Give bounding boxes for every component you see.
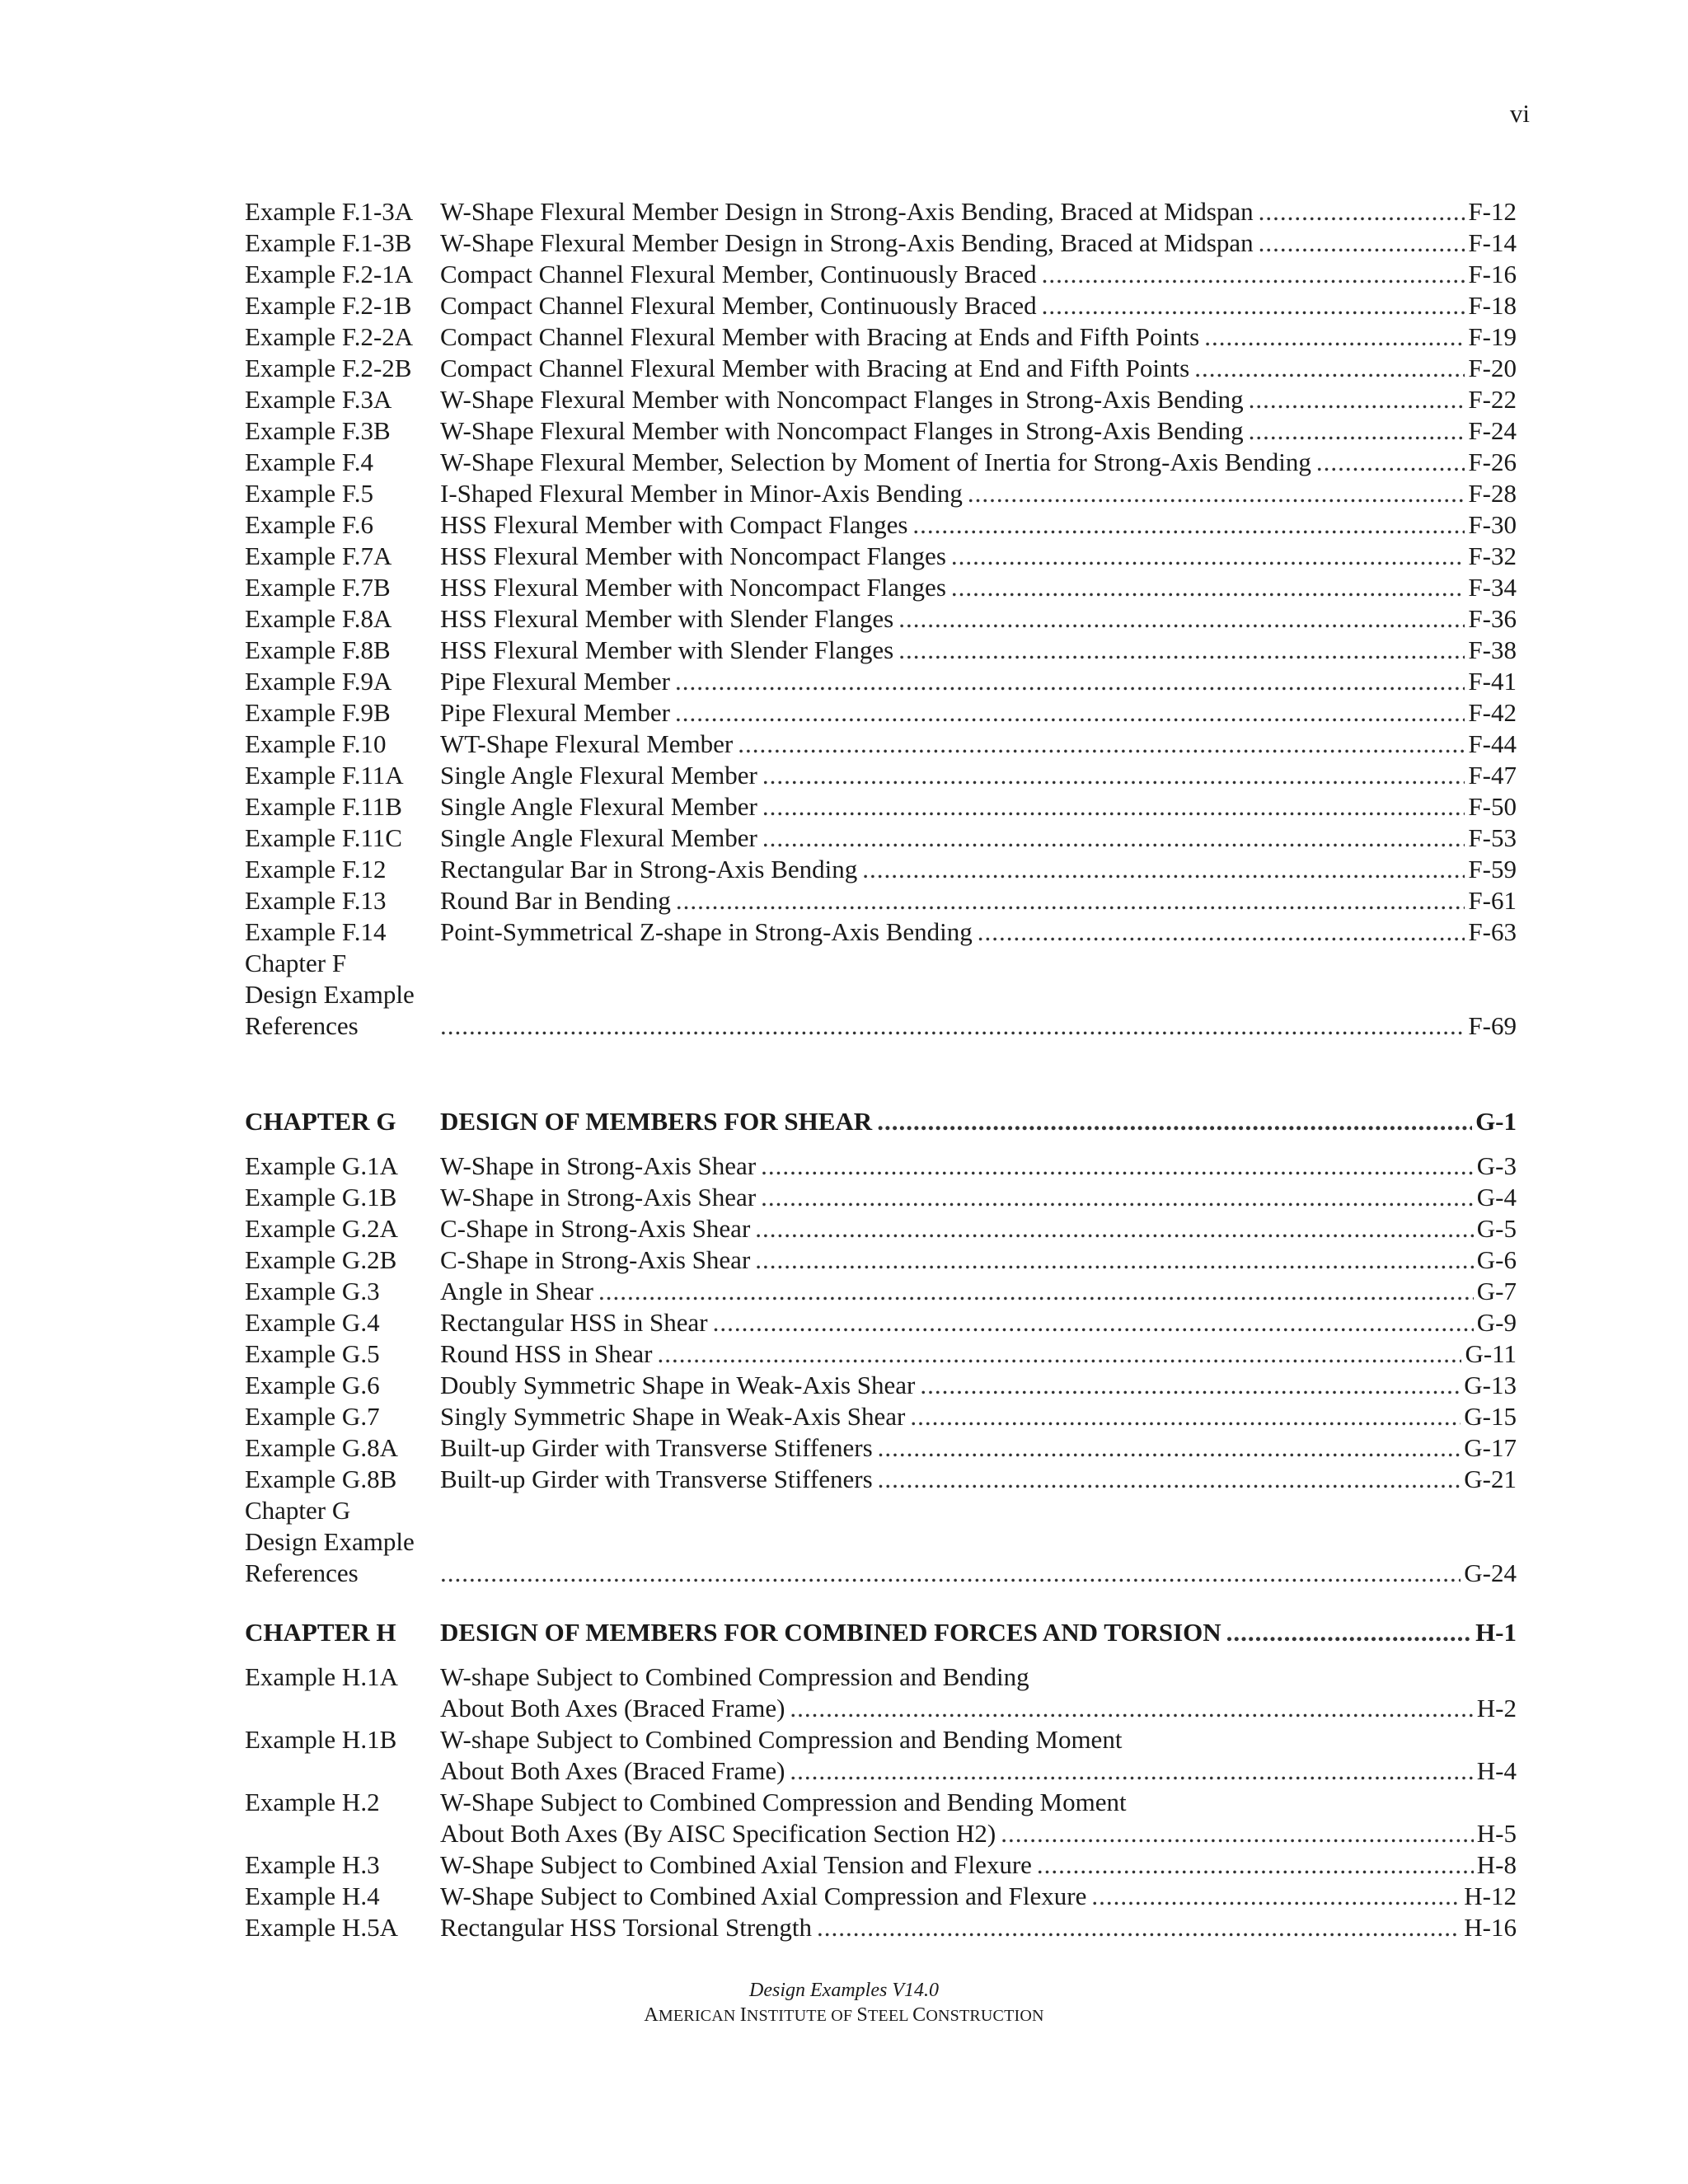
- dot-leader: [878, 1464, 1461, 1495]
- dot-leader: [440, 1558, 1461, 1589]
- example-title: HSS Flexural Member with Noncompact Flanges: [440, 573, 946, 602]
- example-page: F-53: [1468, 823, 1517, 852]
- example-title: I-Shaped Flexural Member in Minor-Axis Bending: [440, 479, 963, 508]
- dot-leader: [1037, 1849, 1474, 1881]
- toc-row[interactable]: [245, 823, 1517, 854]
- dot-leader: [1226, 1617, 1472, 1648]
- example-label: Example G.4: [245, 1308, 380, 1337]
- dot-leader: [1259, 227, 1465, 259]
- example-page: F-30: [1468, 510, 1517, 539]
- example-title: Built-up Girder with Transverse Stiffeners: [440, 1465, 873, 1493]
- example-title: C-Shape in Strong-Axis Shear: [440, 1214, 751, 1243]
- example-page: G-5: [1476, 1214, 1517, 1243]
- example-label: Example F.11A: [245, 761, 404, 790]
- toc-row-references[interactable]: [245, 1558, 1517, 1589]
- example-title: W-Shape in Strong-Axis Shear: [440, 1183, 757, 1212]
- example-label: Example H.1A: [245, 1662, 398, 1691]
- example-label: Example G.3: [245, 1277, 380, 1305]
- example-label: Example F.2-1B: [245, 291, 412, 320]
- dot-leader: [790, 1693, 1473, 1724]
- example-title-line2: About Both Axes (Braced Frame): [440, 1694, 785, 1722]
- example-label: Example G.5: [245, 1339, 380, 1368]
- example-title: Compact Channel Flexural Member, Continuously Braced: [440, 291, 1037, 320]
- example-label: Example G.2B: [245, 1245, 397, 1274]
- toc-row[interactable]: [245, 572, 1517, 603]
- toc-row[interactable]: [245, 1401, 1517, 1432]
- example-title-line1: W-shape Subject to Combined Compression and Bending Moment: [440, 1725, 1123, 1754]
- toc-row-multiline[interactable]: [245, 1724, 1517, 1787]
- dot-leader: [1249, 384, 1465, 415]
- footer-title: Design Examples V14.0: [749, 1980, 939, 2001]
- example-title: HSS Flexural Member with Compact Flanges: [440, 510, 908, 539]
- toc-row[interactable]: [245, 196, 1517, 227]
- example-page: F-44: [1468, 729, 1517, 758]
- example-title: Single Angle Flexural Member: [440, 761, 757, 790]
- example-title: Built-up Girder with Transverse Stiffeners: [440, 1433, 873, 1462]
- example-page: F-61: [1468, 886, 1517, 915]
- toc-row[interactable]: [245, 1464, 1517, 1495]
- example-title-line1: W-shape Subject to Combined Compression and Bending: [440, 1662, 1029, 1691]
- toc-row[interactable]: [245, 603, 1517, 635]
- example-label: Example G.7: [245, 1402, 380, 1431]
- example-page: G-9: [1476, 1308, 1517, 1337]
- example-title: Pipe Flexural Member: [440, 698, 670, 727]
- example-title: Rectangular HSS Torsional Strength: [440, 1913, 813, 1942]
- toc-row[interactable]: [245, 541, 1517, 572]
- example-label: Example F.1-3A: [245, 197, 414, 226]
- dot-leader: [968, 478, 1465, 509]
- example-page: F-34: [1468, 573, 1517, 602]
- chapter-label: CHAPTER G: [245, 1107, 396, 1136]
- chapter-h-examples: [245, 1661, 1517, 1943]
- toc-row[interactable]: [245, 1182, 1517, 1213]
- dot-leader: [910, 1401, 1461, 1432]
- toc-row[interactable]: [245, 290, 1517, 321]
- references-label: References: [245, 1011, 359, 1040]
- dot-leader: [1316, 447, 1465, 478]
- example-page: F-50: [1468, 792, 1517, 821]
- example-title: Singly Symmetric Shape in Weak-Axis Shear: [440, 1402, 906, 1431]
- dot-leader: [1194, 353, 1465, 384]
- example-label: Example F.2-2B: [245, 354, 412, 382]
- example-page: H-2: [1476, 1694, 1517, 1722]
- example-label: Example F.9B: [245, 698, 391, 727]
- example-label: Example G.1A: [245, 1151, 398, 1180]
- example-title: HSS Flexural Member with Slender Flanges: [440, 604, 894, 633]
- example-label: Example F.11B: [245, 792, 402, 821]
- dot-leader: [1091, 1881, 1461, 1912]
- example-title: W-Shape in Strong-Axis Shear: [440, 1151, 757, 1180]
- chapter-f-examples: [245, 196, 1517, 1042]
- example-title: Rectangular Bar in Strong-Axis Bending: [440, 855, 858, 883]
- example-label: Example H.5A: [245, 1913, 398, 1942]
- example-title: HSS Flexural Member with Slender Flanges: [440, 635, 894, 664]
- table-of-contents: [245, 196, 1517, 1943]
- dot-leader: [755, 1244, 1474, 1276]
- example-title: Doubly Symmetric Shape in Weak-Axis Shear: [440, 1371, 916, 1399]
- toc-row-multiline[interactable]: [245, 1787, 1517, 1849]
- example-title: W-Shape Flexural Member Design in Strong-Axis Bending, Braced at Midspan: [440, 197, 1254, 226]
- example-page: F-12: [1468, 197, 1517, 226]
- page-footer: [0, 1978, 1688, 2028]
- example-page: F-22: [1468, 385, 1517, 414]
- references-label: Design Example: [245, 1527, 415, 1556]
- example-title: Angle in Shear: [440, 1277, 593, 1305]
- example-page: G-13: [1464, 1371, 1517, 1399]
- example-page: H-12: [1464, 1882, 1517, 1910]
- toc-row[interactable]: [245, 478, 1517, 509]
- example-title: Compact Channel Flexural Member with Bracing at End and Fifth Points: [440, 354, 1190, 382]
- dot-leader: [676, 885, 1465, 916]
- example-page: F-41: [1468, 667, 1517, 696]
- example-page: F-16: [1468, 260, 1517, 288]
- example-page: F-18: [1468, 291, 1517, 320]
- example-label: Example G.2A: [245, 1214, 398, 1243]
- dot-leader: [713, 1307, 1474, 1338]
- example-title: Single Angle Flexural Member: [440, 792, 757, 821]
- dot-leader: [762, 791, 1465, 823]
- example-label: Example F.2-1A: [245, 260, 414, 288]
- example-label: Example F.13: [245, 886, 387, 915]
- example-page: F-42: [1468, 698, 1517, 727]
- example-label: Example F.8A: [245, 604, 392, 633]
- toc-row[interactable]: [245, 384, 1517, 415]
- example-page: G-21: [1464, 1465, 1517, 1493]
- references-label: References: [245, 1558, 359, 1587]
- example-page: F-59: [1468, 855, 1517, 883]
- dot-leader: [878, 1432, 1461, 1464]
- example-page: F-63: [1468, 917, 1517, 946]
- dot-leader: [738, 729, 1465, 760]
- dot-leader: [675, 697, 1465, 729]
- dot-leader: [598, 1276, 1474, 1307]
- example-label: Example F.5: [245, 479, 373, 508]
- example-label: Example F.4: [245, 448, 373, 476]
- dot-leader: [755, 1213, 1474, 1244]
- example-title-line1: W-Shape Subject to Combined Compression and Bending Moment: [440, 1788, 1127, 1816]
- example-page: F-38: [1468, 635, 1517, 664]
- toc-row[interactable]: [245, 353, 1517, 384]
- toc-row[interactable]: [245, 885, 1517, 916]
- example-label: Example F.7B: [245, 573, 391, 602]
- toc-row[interactable]: [245, 1881, 1517, 1912]
- example-title: Compact Channel Flexural Member, Continuously Braced: [440, 260, 1037, 288]
- toc-row[interactable]: [245, 1432, 1517, 1464]
- example-page: G-7: [1476, 1277, 1517, 1305]
- example-label: Example G.8A: [245, 1433, 398, 1462]
- dot-leader: [762, 823, 1465, 854]
- references-heading-line: [245, 1495, 1517, 1526]
- toc-row[interactable]: [245, 729, 1517, 760]
- dot-leader: [658, 1338, 1462, 1370]
- example-title-line2: About Both Axes (Braced Frame): [440, 1756, 785, 1785]
- example-title-line2: About Both Axes (By AISC Specification Section H2): [440, 1819, 996, 1848]
- example-label: Example F.12: [245, 855, 387, 883]
- toc-row[interactable]: [245, 1370, 1517, 1401]
- example-label: Example G.1B: [245, 1183, 397, 1212]
- references-heading-line: [245, 979, 1517, 1010]
- chapter-label: CHAPTER H: [245, 1618, 396, 1647]
- example-label: Example F.6: [245, 510, 373, 539]
- toc-row[interactable]: [245, 635, 1517, 666]
- example-label: Example F.8B: [245, 635, 391, 664]
- example-page: F-36: [1468, 604, 1517, 633]
- example-label: Example F.10: [245, 729, 387, 758]
- example-page: G-15: [1464, 1402, 1517, 1431]
- example-page: F-19: [1468, 322, 1517, 351]
- dot-leader: [761, 1151, 1474, 1182]
- toc-row[interactable]: [245, 415, 1517, 447]
- example-page: F-20: [1468, 354, 1517, 382]
- example-label: Example H.1B: [245, 1725, 397, 1754]
- dot-leader: [920, 1370, 1461, 1401]
- dot-leader: [817, 1912, 1461, 1943]
- example-page: F-26: [1468, 448, 1517, 476]
- toc-row[interactable]: [245, 447, 1517, 478]
- dot-leader: [1204, 321, 1465, 353]
- example-page: F-24: [1468, 416, 1517, 445]
- toc-row[interactable]: [245, 1151, 1517, 1182]
- example-title: Point-Symmetrical Z-shape in Strong-Axis Bending: [440, 917, 973, 946]
- example-label: Example H.4: [245, 1882, 380, 1910]
- dot-leader: [1249, 415, 1465, 447]
- example-page: G-6: [1476, 1245, 1517, 1274]
- references-label: Design Example: [245, 980, 415, 1009]
- example-page: F-32: [1468, 541, 1517, 570]
- example-page: G-17: [1464, 1433, 1517, 1462]
- example-title: Single Angle Flexural Member: [440, 823, 757, 852]
- example-label: Example F.3B: [245, 416, 391, 445]
- references-page: F-69: [1468, 1011, 1517, 1040]
- example-page: H-8: [1476, 1850, 1517, 1879]
- example-label: Example F.9A: [245, 667, 392, 696]
- example-title: Rectangular HSS in Shear: [440, 1308, 708, 1337]
- references-label: Chapter F: [245, 949, 347, 977]
- references-label: Chapter G: [245, 1496, 351, 1525]
- dot-leader: [1042, 290, 1465, 321]
- toc-row[interactable]: [245, 854, 1517, 885]
- toc-row[interactable]: [245, 227, 1517, 259]
- toc-row[interactable]: [245, 259, 1517, 290]
- references-page: G-24: [1464, 1558, 1517, 1587]
- example-title: W-Shape Flexural Member with Noncompact Flanges in Strong-Axis Bending: [440, 385, 1244, 414]
- example-title: Pipe Flexural Member: [440, 667, 670, 696]
- example-label: Example H.2: [245, 1788, 380, 1816]
- chapter-title: DESIGN OF MEMBERS FOR SHEAR: [440, 1107, 873, 1136]
- example-label: Example F.14: [245, 917, 387, 946]
- chapter-page: G-1: [1475, 1107, 1517, 1136]
- example-title: Compact Channel Flexural Member with Bracing at Ends and Fifth Points: [440, 322, 1200, 351]
- toc-row[interactable]: [245, 1213, 1517, 1244]
- toc-row[interactable]: [245, 791, 1517, 823]
- dot-leader: [898, 603, 1465, 635]
- toc-row-multiline[interactable]: [245, 1661, 1517, 1724]
- example-label: Example F.3A: [245, 385, 392, 414]
- chapter-heading[interactable]: [245, 1106, 1517, 1137]
- toc-row[interactable]: [245, 697, 1517, 729]
- example-label: Example F.2-2A: [245, 322, 414, 351]
- dot-leader: [912, 509, 1465, 541]
- dot-leader: [862, 854, 1465, 885]
- toc-row[interactable]: [245, 1276, 1517, 1307]
- example-page: F-47: [1468, 761, 1517, 790]
- toc-row[interactable]: [245, 666, 1517, 697]
- chapter-heading[interactable]: [245, 1617, 1517, 1648]
- example-page: F-28: [1468, 479, 1517, 508]
- dot-leader: [675, 666, 1465, 697]
- example-page: F-14: [1468, 228, 1517, 257]
- example-title: W-Shape Subject to Combined Axial Tension and Flexure: [440, 1850, 1032, 1879]
- dot-leader: [1001, 1818, 1474, 1849]
- example-page: H-5: [1476, 1819, 1517, 1848]
- references-heading-line: [245, 948, 1517, 979]
- example-title: HSS Flexural Member with Noncompact Flanges: [440, 541, 946, 570]
- toc-row[interactable]: [245, 1338, 1517, 1370]
- dot-leader: [951, 541, 1465, 572]
- example-page: H-16: [1464, 1913, 1517, 1942]
- toc-row[interactable]: [245, 1912, 1517, 1943]
- toc-row[interactable]: [245, 760, 1517, 791]
- example-title: W-Shape Subject to Combined Axial Compression and Flexure: [440, 1882, 1087, 1910]
- example-page: H-4: [1476, 1756, 1517, 1785]
- page-number: vi: [1509, 99, 1530, 128]
- example-page: G-3: [1476, 1151, 1517, 1180]
- references-heading-line: [245, 1526, 1517, 1558]
- dot-leader: [898, 635, 1465, 666]
- dot-leader: [762, 760, 1465, 791]
- chapter-title: DESIGN OF MEMBERS FOR COMBINED FORCES AND TORSION: [440, 1618, 1221, 1647]
- example-label: Example F.1-3B: [245, 228, 412, 257]
- toc-row[interactable]: [245, 321, 1517, 353]
- example-title: W-Shape Flexural Member Design in Strong-Axis Bending, Braced at Midspan: [440, 228, 1254, 257]
- chapter-page: H-1: [1475, 1618, 1517, 1647]
- example-page: G-11: [1465, 1339, 1517, 1368]
- toc-row[interactable]: [245, 1244, 1517, 1276]
- example-label: Example F.11C: [245, 823, 402, 852]
- example-label: Example H.3: [245, 1850, 380, 1879]
- example-title: Round Bar in Bending: [440, 886, 671, 915]
- toc-row[interactable]: [245, 1307, 1517, 1338]
- toc-row[interactable]: [245, 509, 1517, 541]
- example-title: W-Shape Flexural Member with Noncompact Flanges in Strong-Axis Bending: [440, 416, 1244, 445]
- toc-row[interactable]: [245, 1849, 1517, 1881]
- dot-leader: [1259, 196, 1465, 227]
- example-title: C-Shape in Strong-Axis Shear: [440, 1245, 751, 1274]
- dot-leader: [440, 1010, 1465, 1042]
- example-page: G-4: [1476, 1183, 1517, 1212]
- example-title: Round HSS in Shear: [440, 1339, 653, 1368]
- example-title: W-Shape Flexural Member, Selection by Moment of Inertia for Strong-Axis Bending: [440, 448, 1311, 476]
- example-label: Example G.8B: [245, 1465, 397, 1493]
- dot-leader: [951, 572, 1465, 603]
- dot-leader: [1042, 259, 1465, 290]
- dot-leader: [877, 1106, 1472, 1137]
- footer-publisher: AMERICAN INSTITUTE OF STEEL CONSTRUCTION: [644, 2004, 1044, 2026]
- example-label: Example G.6: [245, 1371, 380, 1399]
- dot-leader: [761, 1182, 1474, 1213]
- toc-row[interactable]: [245, 916, 1517, 948]
- dot-leader: [978, 916, 1465, 948]
- toc-row-references[interactable]: [245, 1010, 1517, 1042]
- dot-leader: [790, 1755, 1473, 1787]
- example-label: Example F.7A: [245, 541, 392, 570]
- chapter-g-examples: [245, 1151, 1517, 1589]
- example-title: WT-Shape Flexural Member: [440, 729, 734, 758]
